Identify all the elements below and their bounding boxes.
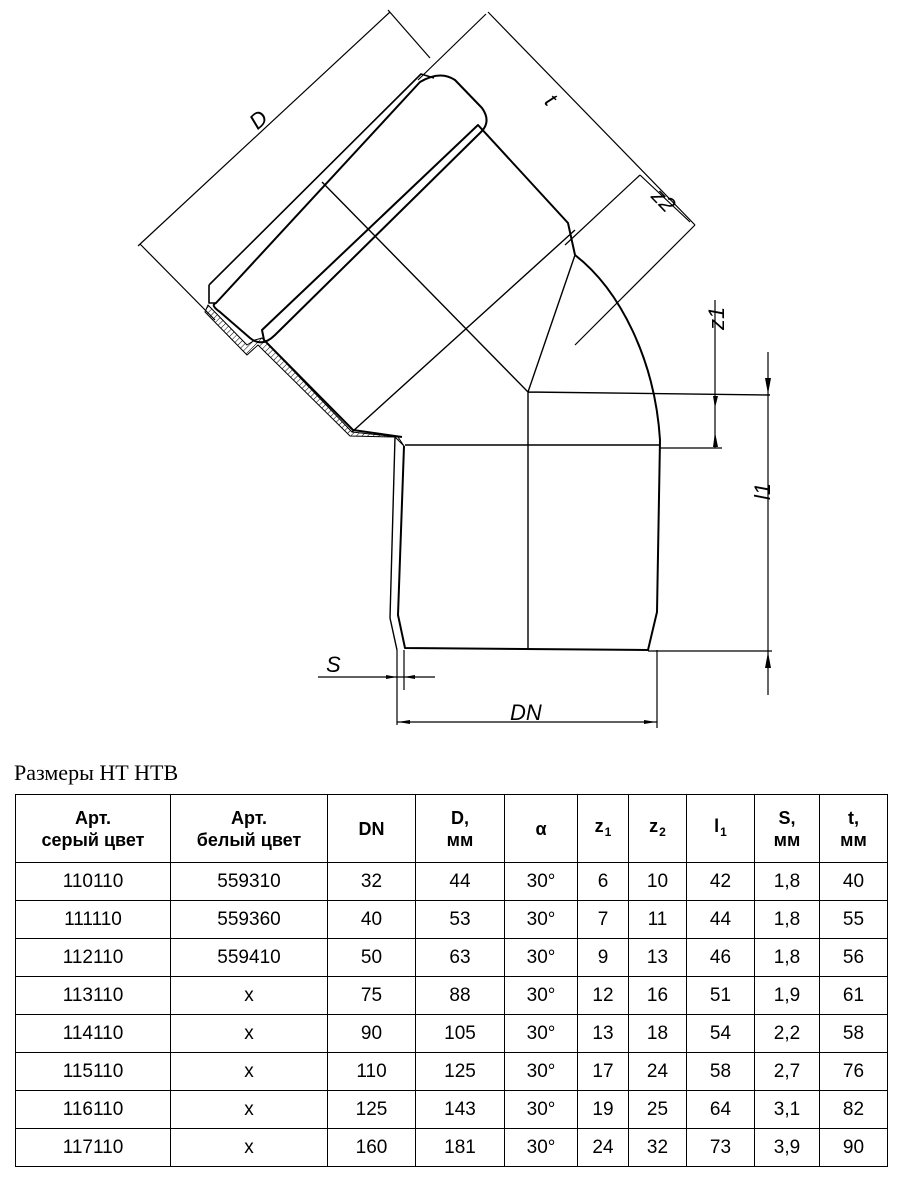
table-cell: 24	[578, 1129, 629, 1167]
table-cell: 40	[820, 863, 888, 901]
socket-inner-line	[262, 125, 478, 330]
table-cell: 55	[820, 901, 888, 939]
table-cell: 30°	[505, 901, 578, 939]
label-D: D	[244, 104, 273, 135]
table-cell: 40	[328, 901, 416, 939]
table-cell: x	[171, 1091, 328, 1129]
header-d: D, мм	[416, 795, 505, 863]
table-cell: 32	[328, 863, 416, 901]
table-cell: 111110	[16, 901, 171, 939]
table-cell: 90	[328, 1015, 416, 1053]
table-cell: 54	[687, 1015, 755, 1053]
table-cell: 181	[416, 1129, 505, 1167]
table-cell: 76	[820, 1053, 888, 1091]
table-cell: 24	[629, 1053, 687, 1091]
table-cell: 105	[416, 1015, 505, 1053]
header-t: t, мм	[820, 795, 888, 863]
table-cell: 32	[629, 1129, 687, 1167]
table-cell: 90	[820, 1129, 888, 1167]
header-dn: DN	[328, 795, 416, 863]
table-cell: 13	[629, 939, 687, 977]
table-cell: 30°	[505, 863, 578, 901]
table-cell: 1,8	[755, 863, 820, 901]
table-cell: 110	[328, 1053, 416, 1091]
table-cell: 30°	[505, 977, 578, 1015]
table-cell: 50	[328, 939, 416, 977]
label-S: S	[326, 652, 341, 677]
interior-lines	[322, 182, 770, 650]
table-cell: 3,9	[755, 1129, 820, 1167]
table-cell: 18	[629, 1015, 687, 1053]
table-cell: 88	[416, 977, 505, 1015]
table-cell: 125	[416, 1053, 505, 1091]
table-cell: 7	[578, 901, 629, 939]
header-z1: $z_1$	[578, 795, 629, 863]
table-row	[16, 977, 888, 1015]
table-cell: 63	[416, 939, 505, 977]
table-cell: 53	[416, 901, 505, 939]
header-z2: $z_2$	[629, 795, 687, 863]
label-z1: z1	[704, 306, 729, 330]
table-cell: 559310	[171, 863, 328, 901]
table-cell: 559360	[171, 901, 328, 939]
table-cell: 46	[687, 939, 755, 977]
header-alpha: α	[505, 795, 578, 863]
table-cell: 17	[578, 1053, 629, 1091]
table-cell: 143	[416, 1091, 505, 1129]
table-cell: 30°	[505, 1091, 578, 1129]
table-cell: 25	[629, 1091, 687, 1129]
lower-pipe-wall	[390, 437, 397, 650]
lower-pipe-outline	[398, 255, 660, 650]
table-cell: 115110	[16, 1053, 171, 1091]
table-row	[16, 1091, 888, 1129]
table-row	[16, 1053, 888, 1091]
table-cell: 10	[629, 863, 687, 901]
table-cell: 113110	[16, 977, 171, 1015]
table-row	[16, 939, 888, 977]
table-cell: 12	[578, 977, 629, 1015]
table-cell: 160	[328, 1129, 416, 1167]
table-cell: 56	[820, 939, 888, 977]
table-cell: 3,1	[755, 1091, 820, 1129]
table-cell: 30°	[505, 939, 578, 977]
table-cell: 1,9	[755, 977, 820, 1015]
table-cell: 30°	[505, 1129, 578, 1167]
table-cell: 13	[578, 1015, 629, 1053]
table-row	[16, 1015, 888, 1053]
table-cell: 44	[687, 901, 755, 939]
table-cell: 64	[687, 1091, 755, 1129]
table-cell: 117110	[16, 1129, 171, 1167]
dimensions-table	[15, 794, 888, 1167]
table-cell: 51	[687, 977, 755, 1015]
table-cell: 82	[820, 1091, 888, 1129]
table-cell: 1,8	[755, 901, 820, 939]
header-art-grey: Арт. серый цвет	[16, 795, 171, 863]
table-cell: 116110	[16, 1091, 171, 1129]
table-cell: x	[171, 1015, 328, 1053]
table-cell: 1,8	[755, 939, 820, 977]
header-s: S, мм	[755, 795, 820, 863]
table-cell: 6	[578, 863, 629, 901]
table-cell: 58	[687, 1053, 755, 1091]
table-cell: 75	[328, 977, 416, 1015]
table-row	[16, 901, 888, 939]
table-cell: 112110	[16, 939, 171, 977]
table-cell: 559410	[171, 939, 328, 977]
table-cell: 30°	[505, 1015, 578, 1053]
label-l1: l1	[750, 482, 775, 500]
table-cell: 16	[629, 977, 687, 1015]
table-cell: x	[171, 977, 328, 1015]
table-row	[16, 1129, 888, 1167]
table-header-row	[16, 795, 888, 863]
label-z2: z2	[646, 183, 681, 218]
table-cell: 42	[687, 863, 755, 901]
table-cell: 11	[629, 901, 687, 939]
table-cell: 19	[578, 1091, 629, 1129]
table-cell: 110110	[16, 863, 171, 901]
table-row	[16, 863, 888, 901]
table-cell: 44	[416, 863, 505, 901]
table-cell: 61	[820, 977, 888, 1015]
header-art-white: Арт. белый цвет	[171, 795, 328, 863]
table-cell: x	[171, 1129, 328, 1167]
table-cell: x	[171, 1053, 328, 1091]
table-cell: 2,7	[755, 1053, 820, 1091]
table-cell: 125	[328, 1091, 416, 1129]
table-body	[16, 863, 888, 1167]
table-cell: 30°	[505, 1053, 578, 1091]
table-cell: 58	[820, 1015, 888, 1053]
label-DN: DN	[510, 700, 542, 725]
table-cell: 2,2	[755, 1015, 820, 1053]
table-title: Размеры НТ НТВ	[14, 760, 179, 785]
table-cell: 9	[578, 939, 629, 977]
label-t: t	[539, 88, 563, 111]
table-cell: 73	[687, 1129, 755, 1167]
table-cell: 114110	[16, 1015, 171, 1053]
header-l1: $l_1$	[687, 795, 755, 863]
